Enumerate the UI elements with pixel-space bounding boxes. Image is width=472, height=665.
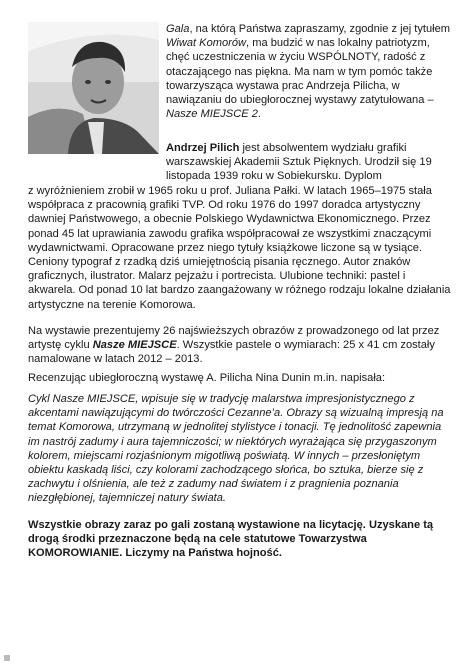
closing-text: Wszystkie obrazy zaraz po gali zostaną wystawione na licytację. Uzyskane tą drogą środki przeznaczone będą na cele statutowe Towarzystwa KOMOROWIANIE. Liczymy na Państwa hojność.	[28, 519, 434, 560]
bio-rest-text: z wyróżnieniem zrobił w 1965 roku u prof. Juliana Pałki. W latach 1965–1975 stała współpraca z pracownią grafiki TVP. Od roku 1976 do 1997 doradca artystyczny dawniej Państwowego, a obecnie Polskiego Wydawnictwa Ekonomicznego. Przez ponad 45 lat uprawiania zawodu grafika współpracował ze wszystkimi znaczącymi wydawnictwami. Opracowane przez niego tytuły książkowe liczone są w tysiące. Ceniony typograf z rzadką dziś umiejętnością pisania ręcznego. Autor znaków graficznych, ilustrator. Malarz pejzażu i portrecista. Ulubione techniki: pastel i akwarela. Od ponad 10 lat bardzo zaangażowany w różnego rodzaju lokalne działania artystyczne na terenie Komorowa.	[28, 185, 451, 311]
review-quote-text: Cykl Nasze MIEJSCE, wpisuje się w tradycję malarstwa impresjonistycznego z akcentami nawiązującymi do twórczości Cezanne’a. Obrazy są wizualną impresją na temat Komorowa, utrzymaną w jednolitej stylistyce i tonacji. Tę jednolitość zapewnia im nastrój zadumy i aura tajemniczości; w niektórych wyrażająca się przygaszonym kolorem, miejscami rozjaśnionym migotliwą poświatą. W innych – przesłoniętym obiektu kaskadą liści, czy kolorami zachodzącego słońca, bo sztuka, bierze się z zachwytu i olśnienia, ale też z zadumy nad światem i z pragnienia poznania niezgłębionej, tajemniczej natury świata.	[28, 393, 444, 505]
exhibition-title-2: Nasze MIEJSCE 2	[166, 108, 258, 121]
gala-word: Gala	[166, 23, 190, 35]
bio-rest	[28, 184, 453, 312]
portrait-image	[28, 22, 159, 154]
cycle-title: Nasze MIEJSCE	[92, 339, 177, 352]
review-quote	[28, 392, 453, 506]
intro-text-2: , ma budzić w nas lokalny patriotyzm, chęć uczestniczenia w życiu WSPÓLNOTY, radość z otaczającego nas piękna. Ma nam w tym pomóc także towarzysząca wystawa prac Andrzeja Pilicha, w nawiązaniu do ubiegłorocznej wystawy zatytułowana –	[166, 37, 434, 107]
intro-period: .	[257, 108, 261, 121]
bio-head-text: jest absolwentem wydziału grafiki warszawskiej Akademii Sztuk Pięknych. Urodził się 19 listopada 1939 roku w Sobiekursku. Dyplom	[166, 142, 432, 183]
artist-name: Andrzej Pilich	[166, 142, 240, 154]
exhibition-post: . Wszystkie pastele o wymiarach: 25 x 41 cm zostały namalowane w latach 2012 – 2013.	[28, 339, 435, 366]
wiwat-title: Wiwat Komorów	[166, 37, 247, 50]
corner-mark	[4, 655, 10, 661]
closing-paragraph	[28, 518, 453, 561]
exhibition-paragraph	[28, 324, 453, 367]
intro-paragraph	[166, 22, 452, 121]
review-intro-text: Recenzując ubiegłoroczną wystawę A. Pilicha Nina Dunin m.in. napisała:	[28, 372, 386, 384]
intro-text-1: , na którą Państwa zapraszamy, zgodnie z jej tytułem	[189, 23, 451, 35]
exhibition-pre: Na wystawie prezentujemy 26 najświeższych obrazów z prowadzonego od lat przez artystę cyklu	[28, 325, 440, 352]
review-intro	[28, 371, 453, 385]
artist-portrait-photo	[28, 22, 159, 154]
bio-head	[166, 141, 452, 184]
